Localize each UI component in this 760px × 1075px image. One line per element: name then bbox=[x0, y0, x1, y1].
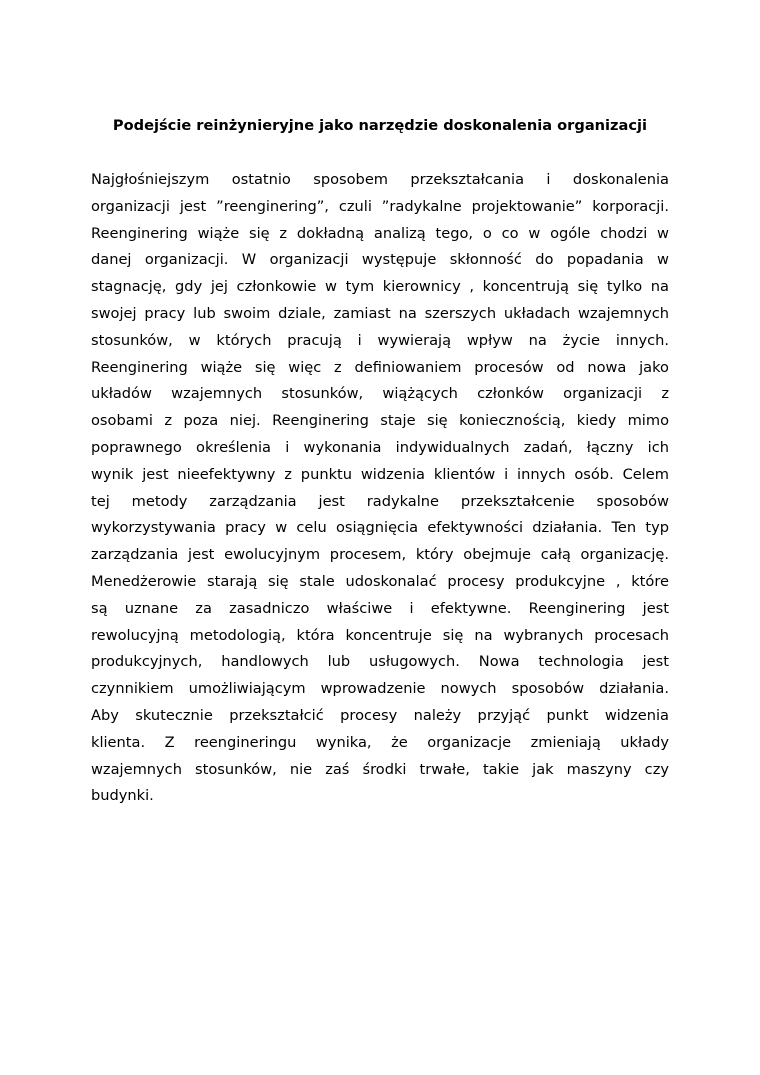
paragraph-line: Reenginering wiąże się więc z definiowaniem procesów od nowa jako bbox=[91, 358, 669, 376]
paragraph-line: Najgłośniejszym ostatnio sposobem przekształcania i doskonalenia bbox=[91, 171, 669, 188]
paragraph-line: danej organizacji. W organizacji występuje skłonność do popadania w bbox=[91, 251, 669, 269]
paragraph-line: są uznane za zasadniczo właściwe i efektywne. Reenginering jest bbox=[91, 599, 669, 617]
paragraph-line: budynki. bbox=[91, 787, 154, 805]
document-title: Podejście reinżynieryjne jako narzędzie doskonalenia organizacji bbox=[112, 117, 648, 134]
paragraph-line: stagnację, gdy jej członkowie w tym kierownicy , koncentrują się tylko na bbox=[91, 278, 669, 296]
paragraph-line: układów wzajemnych stosunków, wiążących członków organizacji z bbox=[91, 385, 669, 403]
paragraph-line: Menedżerowie starają się stale udoskonalać procesy produkcyjne , które bbox=[91, 572, 669, 590]
paragraph-line: klienta. Z reengineringu wynika, że organizacje zmieniają układy bbox=[91, 733, 669, 751]
paragraph-line: swojej pracy lub swoim dziale, zamiast na szerszych układach wzajemnych bbox=[91, 304, 669, 322]
paragraph-line: produkcyjnych, handlowych lub usługowych. Nowa technologia jest bbox=[91, 653, 669, 671]
paragraph-line: tej metody zarządzania jest radykalne przekształcenie sposobów bbox=[91, 492, 669, 510]
paragraph-line: wzajemnych stosunków, nie zaś środki trwałe, takie jak maszyny czy bbox=[91, 760, 669, 778]
paragraph-line: czynnikiem umożliwiającym wprowadzenie nowych sposobów działania. bbox=[91, 680, 669, 698]
paragraph-line: wykorzystywania pracy w celu osiągnięcia efektywności działania. Ten typ bbox=[91, 519, 669, 537]
body-paragraph bbox=[91, 167, 669, 810]
paragraph-line: rewolucyjną metodologią, która koncentruje się na wybranych procesach bbox=[91, 626, 669, 644]
paragraph-line: osobami z poza niej. Reenginering staje się koniecznością, kiedy mimo bbox=[91, 412, 669, 430]
paragraph-line: Reenginering wiąże się z dokładną analizą tego, o co w ogóle chodzi w bbox=[91, 224, 669, 242]
paragraph-line: poprawnego określenia i wykonania indywidualnych zadań, łączny ich bbox=[91, 438, 669, 456]
paragraph-line: zarządzania jest ewolucyjnym procesem, który obejmuje całą organizację. bbox=[91, 546, 669, 564]
paragraph-line: Aby skutecznie przekształcić procesy należy przyjąć punkt widzenia bbox=[91, 706, 669, 724]
paragraph-line: organizacji jest ”reenginering”, czuli ”radykalne projektowanie” korporacji. bbox=[91, 197, 669, 215]
paragraph-line: stosunków, w których pracują i wywierają wpływ na życie innych. bbox=[91, 331, 669, 349]
paragraph-line: wynik jest nieefektywny z punktu widzenia klientów i innych osób. Celem bbox=[91, 465, 669, 483]
